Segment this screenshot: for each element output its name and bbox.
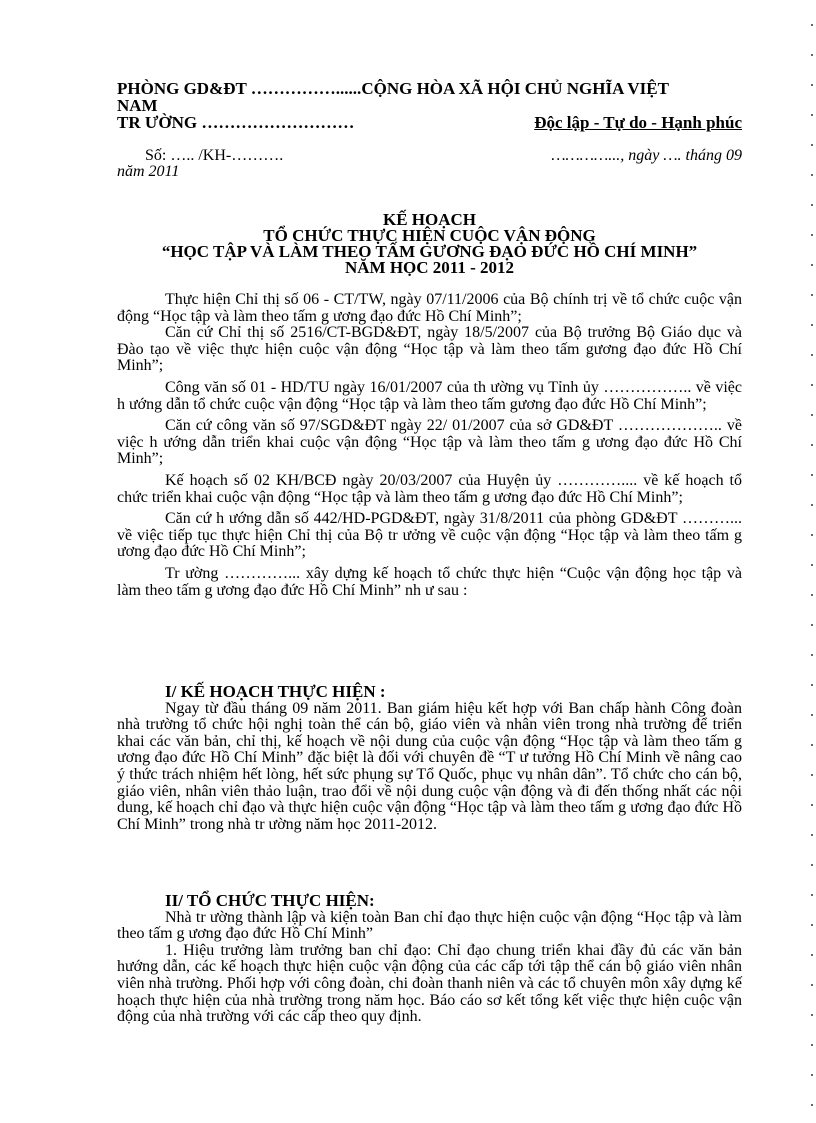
document-date: …………..., ngày …. tháng 09 bbox=[551, 147, 742, 164]
paragraph: Căn cứ Chỉ thị số 2516/CT-BGD&ĐT, ngày 18/5/2007 của Bộ trưởng Bộ Giáo dục và Đào tạo về việc thực hiện cuộc vận động “Học tập và làm theo tấm gương đạo đức Hồ Chí Minh”; bbox=[117, 324, 742, 375]
edge-marker bbox=[811, 624, 813, 626]
edge-marker bbox=[811, 264, 813, 266]
edge-marker bbox=[811, 354, 813, 356]
section-plan bbox=[117, 684, 742, 833]
document-year: năm 2011 bbox=[117, 163, 180, 180]
page-edge-markers bbox=[808, 0, 816, 1123]
edge-marker bbox=[811, 204, 813, 206]
paragraph: Ngay từ đầu tháng 09 năm 2011. Ban giám hiệu kết hợp với Ban chấp hành Công đoàn nhà trường tổ chức hội nghị toàn thể cán bộ, giáo viên và nhân viên trong nhà trường để triển khai các văn bản, chỉ thị, kế hoạch về nội dung của cuộc vận động “Học tập và làm theo tấm g ương đạo đức Hồ Chí Minh” đặc biệt là đối với chuyên đề “T ư tưởng Hồ Chí Minh về nâng cao ý thức trách nhiệm hết lòng, hết sức phụng sự Tổ Quốc, phục vụ nhân dân”. Tổ chức cho cán bộ, giáo viên, nhân viên thảo luận, trao đổi về nội dung cuộc vận động và đi đến thống nhất các nội dung, kế hoạch chỉ đạo và thực hiện cuộc vận động “Học tập và làm theo tấm g ương đạo đức Hồ Chí Minh” trong nhà tr ường năm học 2011-2012. bbox=[117, 699, 742, 833]
title-line-4: NĂM HỌC 2011 - 2012 bbox=[344, 258, 515, 277]
reference-line bbox=[117, 148, 742, 180]
document-header bbox=[117, 80, 742, 131]
section-heading: I/ KẾ HOẠCH THỰC HIỆN : bbox=[165, 682, 386, 701]
edge-marker bbox=[811, 474, 813, 476]
edge-marker bbox=[811, 594, 813, 596]
edge-marker bbox=[811, 384, 813, 386]
department-name: PHÒNG GD&ĐT ……………...... bbox=[117, 79, 362, 98]
edge-marker bbox=[811, 504, 813, 506]
national-title: CỘNG HÒA XÃ HỘI CHỦ NGHĨA VIỆT bbox=[361, 79, 669, 98]
edge-marker bbox=[811, 324, 813, 326]
edge-marker bbox=[811, 84, 813, 86]
title-line-3: “HỌC TẬP VÀ LÀM THEO TẤM GƯƠNG ĐẠO ĐỨC HỒ CHÍ MINH” bbox=[161, 242, 698, 261]
header-row-1 bbox=[117, 80, 742, 97]
reference-row bbox=[117, 148, 742, 164]
section-heading: II/ TỔ CHỨC THỰC HIỆN: bbox=[165, 891, 375, 910]
paragraph: Công văn số 01 - HD/TU ngày 16/01/2007 của th ường vụ Tỉnh ủy …………….. về việc h ướng dẫn tổ chức cuộc vận động “Học tập và làm theo tấm gương đạo đức Hồ Chí Minh”; bbox=[117, 378, 742, 413]
national-title-cont: NAM bbox=[117, 96, 158, 115]
edge-marker bbox=[811, 954, 813, 956]
edge-marker bbox=[811, 144, 813, 146]
edge-marker bbox=[811, 234, 813, 236]
paragraph: 1. Hiệu trưởng làm trưởng ban chỉ đạo: Chỉ đạo chung triển khai đầy đủ các văn bản hướng dẫn, các kế hoạch thực hiện cuộc vận động của các cấp tới tập thể cán bộ giáo viên nhân viên nhà trường. Phối hợp với công đoàn, chi đoàn thanh niên và các tổ chuyên môn xây dựng kế hoạch thực hiện của nhà trường trong năm học. Báo cáo sơ kết tổng kết việc thực hiện cuộc vận động của nhà trường với các cấp theo quy định. bbox=[117, 941, 742, 1026]
national-motto: Độc lập - Tự do - Hạnh phúc bbox=[534, 113, 742, 132]
paragraph: Tr ường …………... xây dựng kế hoạch tổ chức thực hiện “Cuộc vận động học tập và làm theo tấm g ương đạo đức Hồ Chí Minh” nh ư sau : bbox=[117, 564, 742, 599]
edge-marker bbox=[811, 924, 813, 926]
paragraph: Căn cứ công văn số 97/SGD&ĐT ngày 22/ 01/2007 của sở GD&ĐT ……………….. về việc h ướng dẫn triển khai cuộc vận động “Học tập và làm theo tấm g ương đạo đức Hồ Chí Minh”; bbox=[117, 417, 742, 468]
document-title bbox=[117, 212, 742, 276]
paragraph: Nhà tr ường thành lập và kiện toàn Ban chỉ đạo thực hiện cuộc vận động “Học tập và làm theo tấm g ương đạo đức Hồ Chí Minh” bbox=[117, 908, 742, 943]
edge-marker bbox=[811, 1044, 813, 1046]
preamble bbox=[117, 292, 742, 599]
paragraph: Kế hoạch số 02 KH/BCĐ ngày 20/03/2007 của Huyện ủy ………….... về kế hoạch tổ chức triển khai cuộc vận động “Học tập và làm theo tấm g ương đạo đức Hồ Chí Minh”; bbox=[117, 471, 742, 506]
edge-marker bbox=[811, 1074, 813, 1076]
school-name: TR ƯỜNG ……………………… bbox=[117, 113, 355, 132]
header-row-3 bbox=[117, 114, 742, 131]
paragraph: Thực hiện Chỉ thị số 06 - CT/TW, ngày 07/11/2006 của Bộ chính trị về tổ chức cuộc vận động “Học tập và làm theo tấm g ương đạo đức Hồ Chí Minh”; bbox=[117, 291, 742, 325]
edge-marker bbox=[811, 174, 813, 176]
document-number: Số: ….. /KH-………. bbox=[145, 147, 284, 164]
edge-marker bbox=[811, 564, 813, 566]
edge-marker bbox=[811, 114, 813, 116]
title-line-1: KẾ HOẠCH bbox=[382, 210, 477, 229]
edge-marker bbox=[811, 444, 813, 446]
edge-marker bbox=[811, 534, 813, 536]
edge-marker bbox=[811, 984, 813, 986]
edge-marker bbox=[811, 54, 813, 56]
edge-marker bbox=[811, 1104, 813, 1106]
edge-marker bbox=[811, 414, 813, 416]
edge-marker bbox=[811, 294, 813, 296]
edge-marker bbox=[811, 804, 813, 806]
edge-marker bbox=[811, 774, 813, 776]
edge-marker bbox=[811, 714, 813, 716]
edge-marker bbox=[811, 1014, 813, 1016]
title-line-2: TỔ CHỨC THỰC HIỆN CUỘC VẬN ĐỘNG bbox=[263, 226, 596, 245]
section-implementation bbox=[117, 893, 742, 1026]
edge-marker bbox=[811, 744, 813, 746]
edge-marker bbox=[811, 894, 813, 896]
edge-marker bbox=[811, 684, 813, 686]
edge-marker bbox=[811, 24, 813, 26]
edge-marker bbox=[811, 864, 813, 866]
edge-marker bbox=[811, 834, 813, 836]
paragraph: Căn cứ h ướng dẫn số 442/HD-PGD&ĐT, ngày 31/8/2011 của phòng GD&ĐT ………... về việc tiếp tục thực hiện Chỉ thị của Bộ tr ưởng về cuộc vận động “Học tập và làm theo tấm g ương đạo đức Hồ Chí Minh”; bbox=[117, 510, 742, 561]
edge-marker bbox=[811, 654, 813, 656]
